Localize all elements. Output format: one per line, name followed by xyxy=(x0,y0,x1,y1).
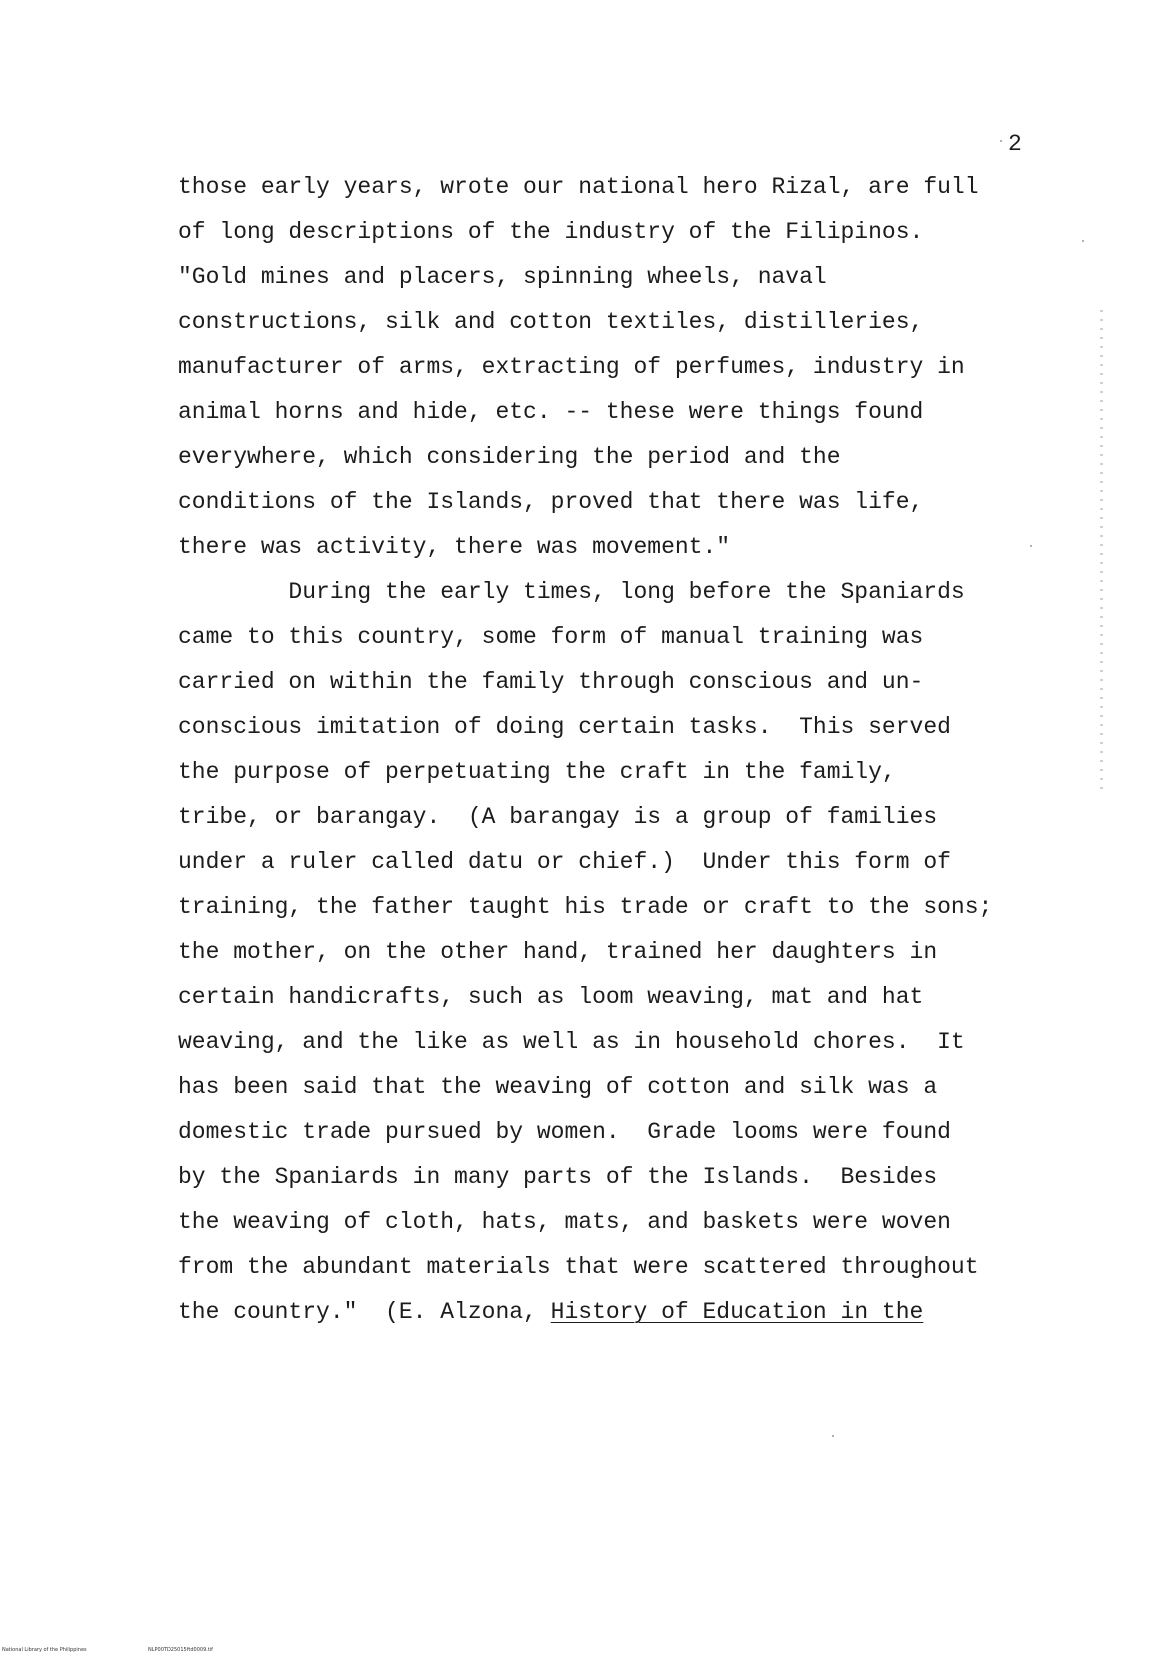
footer-library-name: National Library of the Philippines xyxy=(2,1647,87,1653)
text-line: training, the father taught his trade or craft to the sons; xyxy=(178,894,993,920)
citation-prefix: the country." (E. Alzona, xyxy=(178,1299,551,1325)
text-line: animal horns and hide, etc. -- these were things found xyxy=(178,399,924,425)
text-line: has been said that the weaving of cotton and silk was a xyxy=(178,1074,938,1100)
text-line: manufacturer of arms, extracting of perfumes, industry in xyxy=(178,354,965,380)
text-line: came to this country, some form of manual training was xyxy=(178,624,924,650)
text-line: "Gold mines and placers, spinning wheels, naval xyxy=(178,264,827,290)
scan-speck xyxy=(832,1435,834,1437)
paragraph-first-line: During the early times, long before the Spaniards xyxy=(288,579,965,605)
text-line: certain handicrafts, such as loom weaving, mat and hat xyxy=(178,984,924,1010)
page-number: 2 xyxy=(1008,131,1022,157)
text-line: by the Spaniards in many parts of the Islands. Besides xyxy=(178,1164,938,1190)
text-line: the purpose of perpetuating the craft in the family, xyxy=(178,759,896,785)
text-line: those early years, wrote our national hero Rizal, are full xyxy=(178,174,979,200)
text-line: under a ruler called datu or chief.) Under this form of xyxy=(178,849,951,875)
scan-speck xyxy=(1082,240,1084,242)
text-line: conscious imitation of doing certain tasks. This served xyxy=(178,714,951,740)
scan-artifact xyxy=(1100,310,1103,790)
text-line: from the abundant materials that were scattered throughout xyxy=(178,1254,979,1280)
text-line: the weaving of cloth, hats, mats, and baskets were woven xyxy=(178,1209,951,1235)
scan-speck xyxy=(1030,545,1032,547)
text-line: there was activity, there was movement." xyxy=(178,534,731,560)
citation-book-title: History of Education in the xyxy=(550,1299,924,1325)
text-line: weaving, and the like as well as in household chores. It xyxy=(178,1029,965,1055)
text-line: carried on within the family through conscious and un- xyxy=(178,669,924,695)
text-line: tribe, or barangay. (A barangay is a group of families xyxy=(178,804,938,830)
citation-line xyxy=(178,1290,1138,1335)
text-line: constructions, silk and cotton textiles, distilleries, xyxy=(178,309,924,335)
text-line: domestic trade pursued by women. Grade looms were found xyxy=(178,1119,951,1145)
scan-speck xyxy=(1000,140,1002,142)
document-body xyxy=(178,165,1138,1335)
text-line: everywhere, which considering the period and the xyxy=(178,444,841,470)
text-line: the mother, on the other hand, trained her daughters in xyxy=(178,939,938,965)
footer-filename: NLP00TD25015ftd0009.tif xyxy=(148,1647,213,1653)
text-line: of long descriptions of the industry of the Filipinos. xyxy=(178,219,924,245)
text-line: conditions of the Islands, proved that there was life, xyxy=(178,489,924,515)
